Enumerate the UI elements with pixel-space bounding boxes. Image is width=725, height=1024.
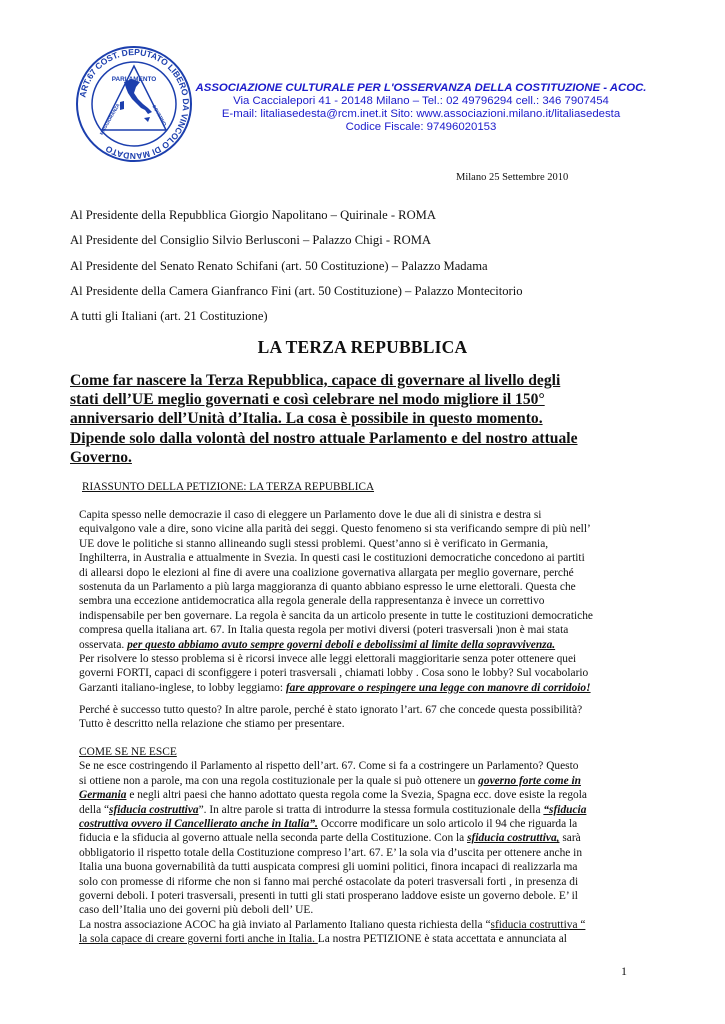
text-line xyxy=(79,932,587,946)
text-line xyxy=(79,803,587,817)
association-logo xyxy=(74,44,194,164)
text-line: sostenuta da un Parlamento a più larga maggioranza di quanto abbiano espresso le urne elettorali. Questa che xyxy=(79,581,576,594)
text-line: obbligatorio il rispetto totale della Costituzione compreso l’art. 67. E’ la sola via d’uscita per ottenere anche in xyxy=(79,846,583,859)
text-line: Tutto è descritto nella relazione che stiamo per presentare. xyxy=(79,718,345,731)
logo-right-label: GOVERNO xyxy=(151,103,168,127)
text-line: caso dell’Italia uno dei governi più deboli dell’ UE. xyxy=(79,904,314,917)
lead-line: Dipende solo dalla volontà del nostro attuale Parlamento e del nostro attuale xyxy=(70,429,578,447)
addressee-line: Al Presidente della Camera Gianfranco Fini (art. 50 Costituzione) – Palazzo Montecitorio xyxy=(70,284,523,298)
text-span: Occorre modificare un solo articolo il 94 che riguarda la xyxy=(317,818,578,831)
addressee-line: Al Presidente della Repubblica Giorgio Napolitano – Quirinale - ROMA xyxy=(70,208,436,222)
text-span: ”. In altre parole si tratta di introdurre la stessa formula costituzionale della xyxy=(198,803,544,816)
text-span: della “ xyxy=(79,803,110,816)
text-line: compresa quella italiana art. 67. In Italia questa regola per motivi diversi (poteri trasversali )non è mai stata xyxy=(79,624,569,637)
lead-paragraph xyxy=(70,371,640,467)
logo-left-label: MAGGIORANZA xyxy=(98,102,121,136)
text-span: La nostra PETIZIONE è stata accettata e annunciata al xyxy=(317,933,567,946)
underlined-text: la sola capace di creare governi forti anche in Italia. xyxy=(79,933,318,946)
lead-line: stati dell’UE meglio governati e così celebrare nel modo migliore il 150° xyxy=(70,391,545,409)
organization-name: ASSOCIAZIONE CULTURALE PER L'OSSERVANZA DELLA COSTITUZIONE - ACOC. xyxy=(195,82,647,94)
text-span: sarà xyxy=(559,832,581,845)
text-line xyxy=(79,817,587,831)
logo-ring-text: ART.67 COST. DEPUTATO LIBERO DA VINCOLO DI MANDATO xyxy=(77,46,192,162)
text-span: si ottiene non a parole, ma con una regola costituzionale per la quale si può ottenere un xyxy=(79,774,479,787)
text-line: Capita spesso nelle democrazie il caso di eleggere un Parlamento dove le due ali di sinistra e destra si xyxy=(79,509,542,521)
document-title: LA TERZA REPUBBLICA xyxy=(257,337,468,357)
text-line: Inghilterra, in Australia e attualmente in Svezia. In questi casi le costituzioni democratiche concedono ai partiti xyxy=(79,552,585,565)
summary-heading: RIASSUNTO DELLA PETIZIONE: LA TERZA REPUBBLICA xyxy=(82,481,375,493)
text-line: Italia una buona governabilità da tutti auspicata compresi gli uomini politici, finora incapaci di realizzarla ma xyxy=(79,861,578,874)
section-heading: COME SE NE ESCE xyxy=(79,746,177,758)
underlined-text: sfiducia costruttiva “ xyxy=(490,918,586,931)
text-line: sembra una eccezione antidemocratica alla regola generale della rappresentanza è invece un correttivo xyxy=(79,595,545,608)
text-line xyxy=(79,638,593,652)
text-line xyxy=(79,918,587,932)
lead-line: Come far nascere la Terza Repubblica, capace di governare al livello degli xyxy=(70,372,561,389)
organization-header xyxy=(186,82,656,135)
emphasis-text: fare approvare o respingere una legge con manovre di corridoio! xyxy=(285,681,591,694)
emphasis-text: per questo abbiamo avuto sempre governi deboli e debolissimi al limite della sopravvivenza. xyxy=(127,638,556,651)
text-line: equivalgono vale a dire, sono vicine alla parità dei seggi. Questo fenomeno si sta verificando sempre di più nell’ xyxy=(79,523,591,536)
text-line: Per risolvere lo stesso problema si è ricorsi invece alle leggi elettorali maggioritarie senza poter ottenere quei xyxy=(79,653,577,666)
text-line: Se ne esce costringendo il Parlamento al rispetto dell’art. 67. Come si fa a costringere un Parlamento? Questo xyxy=(79,760,579,773)
text-line xyxy=(79,831,587,845)
logo-inner-ring xyxy=(92,62,176,146)
organization-address: Via Caccialepori 41 - 20148 Milano – Tel.: 02 49796294 cell.: 346 7907454 xyxy=(233,95,609,107)
emphasis-text: sfiducia costruttiva, xyxy=(467,832,560,845)
text-span: fiducia e la sfiducia al governo attuale nella seconda parte della Costituzione. Con la xyxy=(79,832,468,845)
text-line: governi deboli. I poteri trasversali, presenti in tutti gli stati prosperano laddove esiste un governo debole. E’ il xyxy=(79,890,578,903)
text-line: Perché è successo tutto questo? In altre parole, perché è stato ignorato l’art. 67 che concede questa possibilità? xyxy=(79,704,583,716)
text-span: Garzanti italiano-inglese, to lobby leggiamo: xyxy=(79,681,286,694)
text-span: La nostra associazione ACOC ha già inviato al Parlamento Italiano questa richiesta della “ xyxy=(79,918,491,931)
text-line xyxy=(79,681,593,695)
addressee-line: Al Presidente del Senato Renato Schifani (art. 50 Costituzione) – Palazzo Madama xyxy=(70,259,488,273)
organization-fiscal-code: Codice Fiscale: 97496020153 xyxy=(345,121,497,134)
text-line: di allearsi dopo le elezioni al fine di avere una coalizione governativa allargata per meglio governare, perché xyxy=(79,566,574,579)
organization-contacts: E-mail: litaliasedesta@rcm.inet.it Sito: www.associazioni.milano.it/litaliasedesta xyxy=(221,108,621,121)
text-line xyxy=(79,788,587,802)
emphasis-text: governo forte come in xyxy=(478,774,581,787)
summary-paragraph xyxy=(79,508,593,695)
page-number: 1 xyxy=(621,964,627,978)
question-paragraph xyxy=(79,703,582,732)
emphasis-text: “sfiducia xyxy=(543,803,587,816)
text-span: e negli altri paesi che hanno adottato questa regola come la Svezia, Spagna ecc. dove esiste la regola xyxy=(126,789,587,802)
solution-section xyxy=(79,745,587,947)
text-line: solo con promesse di riforme che non si fanno mai perché ostacolate da poteri trasversali forti , in presenza di xyxy=(79,875,579,888)
text-line: governi FORTI, capaci di sconfiggere i poteri trasversali , chiamati lobby . Cosa sono le lobby? Sul vocabolario xyxy=(79,667,589,680)
lead-line: Governo. xyxy=(70,448,132,466)
logo-center-label: PARLAMENTO xyxy=(111,76,157,83)
text-span: osservata. xyxy=(79,638,128,651)
emphasis-text: costruttiva ovvero il Cancellierato anche in Italia”. xyxy=(79,818,318,831)
text-line xyxy=(79,774,587,788)
addressee-line: Al Presidente del Consiglio Silvio Berlusconi – Palazzo Chigi - ROMA xyxy=(70,233,431,247)
text-line: indispensabile per ben governare. La regola è sancita da un articolo presente in tutte le costituzioni democratiche xyxy=(79,609,593,622)
letter-date: Milano 25 Settembre 2010 xyxy=(456,172,569,183)
emphasis-text: sfiducia costruttiva xyxy=(109,803,199,816)
addressee-line: A tutti gli Italiani (art. 21 Costituzione) xyxy=(70,309,268,323)
text-line: UE dove le politiche si stanno allineando sugli stessi problemi. Quest’anno si è verificato in Germania, xyxy=(79,537,549,550)
lead-line: anniversario dell’Unità d’Italia. La cosa è possibile in questo momento. xyxy=(70,410,543,428)
emphasis-text: Germania xyxy=(79,789,127,802)
